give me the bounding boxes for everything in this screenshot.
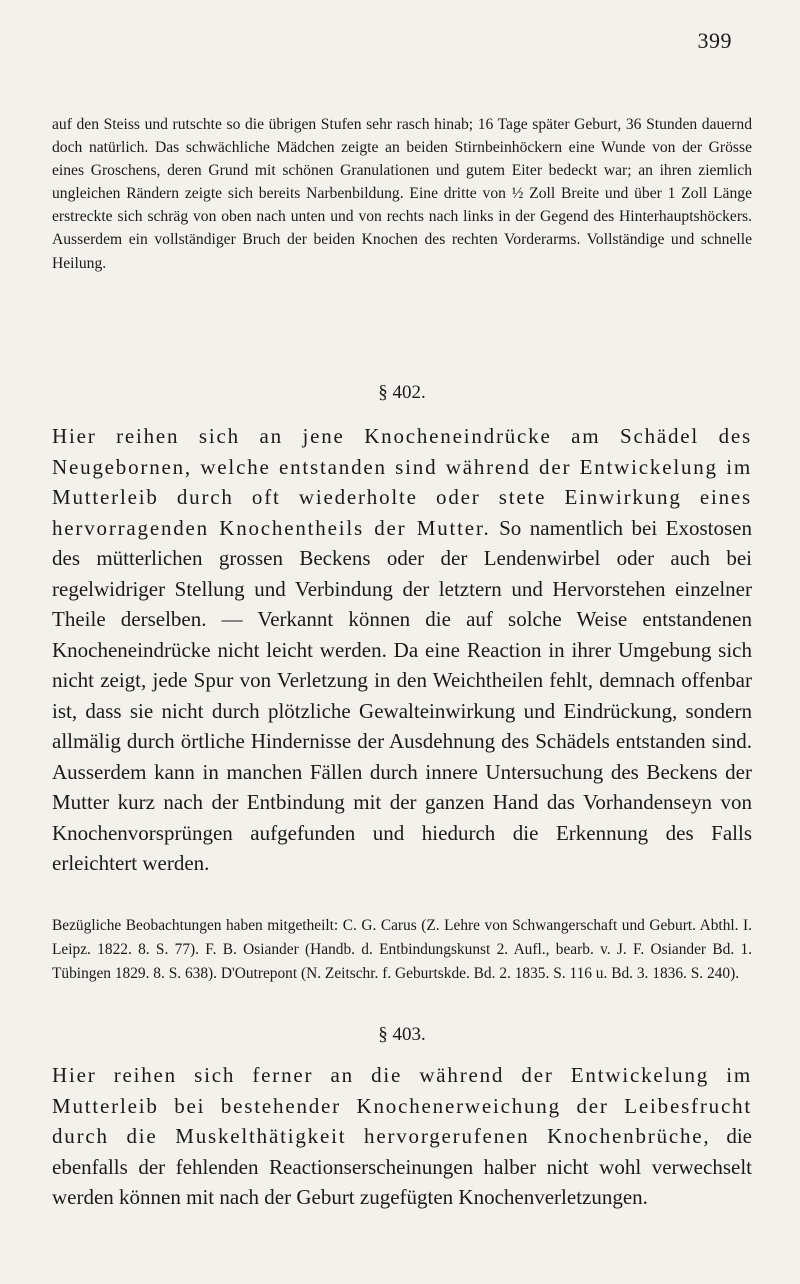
section-402-paragraph-block [52, 421, 752, 879]
section-403-paragraph [52, 1060, 752, 1213]
section-403-body: die ebenfalls der fehlenden Reactionserscheinungen halber nicht wohl verwechselt werden können mit nach der Geburt zugefügten Knochenverletzungen. [52, 1124, 753, 1209]
section-402-heading-block [52, 382, 752, 404]
intro-paragraph-block [52, 113, 752, 275]
section-403-paragraph-block [52, 1060, 752, 1213]
section-402-note-block [52, 914, 752, 987]
section-403-heading: § 403. [378, 1024, 426, 1045]
section-402-body: So namentlich bei Exostosen des mütterlichen grossen Beckens oder der Lendenwirbel oder auch bei regelwidriger Stellung und Verbindung der letztern und Hervorstehen einzelner Theile derselben. — Verkannt können die auf solche Weise entstandenen Knocheneindrücke nicht leicht werden. Da eine Reaction in ihrer Umgebung sich nicht zeigt, jede Spur von Verletzung in den Weichtheilen fehlt, demnach offenbar ist, dass sie nicht durch plötzliche Gewalteinwirkung und Eindrückung, sondern allmälig durch örtliche Hindernisse der Ausdehnung des Schädels entstanden sind. Ausserdem kann in manchen Fällen durch innere Untersuchung des Beckens der Mutter kurz nach der Entbindung mit der ganzen Hand das Vorhandenseyn von Knochenvorsprüngen aufgefunden und hiedurch die Erkennung des Falls erleichtert werden. [52, 515, 752, 875]
section-402-paragraph [52, 421, 752, 879]
section-402-emphasis: Hier reihen sich an jene Knocheneindrücke am Schädel des Neugebornen, welche entstanden sind während der Entwickelung im Mutterleib durch oft wiederholte oder stete Einwirkung eines hervorragenden Knochentheils der Mutter. [52, 424, 752, 540]
intro-paragraph: auf den Steiss und rutschte so die übrigen Stufen sehr rasch hinab; 16 Tage später Geburt, 36 Stunden dauernd doch natürlich. Das schwächliche Mädchen zeigte an beiden Stirnbeinhöckern eine Wunde von der Grösse eines Groschens, deren Grund mit schönen Granulationen und gutem Eiter bedeckt war; an ihren ziemlich ungleichen Rändern zeigte sich bereits Narbenbildung. Eine dritte von ½ Zoll Breite und über 1 Zoll Länge erstreckte sich schräg von oben nach unten und von rechts nach links in der Gegend des Hinterhauptshöckers. Ausserdem ein vollständiger Bruch der beiden Knochen des rechten Vorderarms. Vollständige und schnelle Heilung. [52, 116, 752, 272]
section-403-heading-block [52, 1024, 752, 1046]
section-402-note: Bezügliche Beobachtungen haben mitgetheilt: C. G. Carus (Z. Lehre von Schwangerschaft und Geburt. Abthl. I. Leipz. 1822. 8. S. 77). F. B. Osiander (Handb. d. Entbindungskunst 2. Aufl., bearb. v. J. F. Osiander Bd. 1. Tübingen 1829. 8. S. 638). D'Outrepont (N. Zeitschr. f. Geburtskde. Bd. 2. 1835. S. 116 u. Bd. 3. 1836. S. 240). [52, 917, 752, 983]
section-403-emphasis: Hier reihen sich ferner an die während der Entwickelung im Mutterleib bei bestehender Knochenerweichung der Leibesfrucht durch die Muskelthätigkeit hervorgerufenen Knochenbrüche, [52, 1063, 752, 1148]
page-number: 399 [697, 28, 732, 53]
section-402-heading: § 402. [378, 382, 426, 403]
